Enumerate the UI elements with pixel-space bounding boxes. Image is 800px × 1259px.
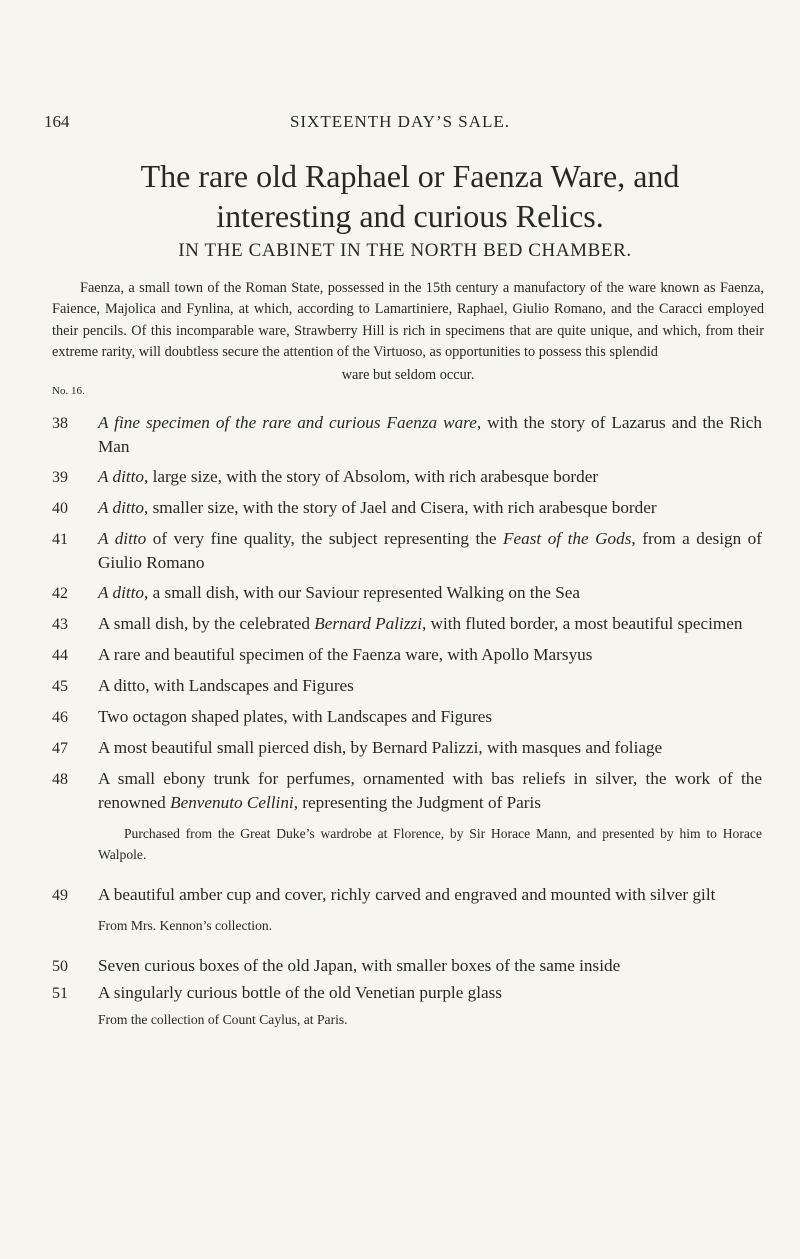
lot-description: [98, 411, 762, 459]
number-label: No. 16.: [52, 385, 85, 397]
lot-38: [52, 411, 762, 459]
section-heading: IN THE CABINET IN THE NORTH BED CHAMBER.: [178, 240, 632, 261]
lot-detail-end: , representing the Judgment of Paris: [293, 793, 541, 812]
lot-detail: A singularly curious bottle of the old Venetian purple glass: [98, 983, 502, 1002]
lot-detail: , a small dish, with our Saviour represented Walking on the Sea: [144, 583, 581, 602]
lot-50: [52, 954, 762, 979]
lot-subject: Feast of the Gods: [503, 529, 632, 548]
lot-title: A ditto: [98, 583, 144, 602]
lot-title: A ditto: [98, 529, 147, 548]
lot-number: 44: [52, 647, 68, 664]
lot-description: [98, 465, 762, 490]
lot-45: [52, 674, 762, 699]
lot-artist: Benvenuto Cellini: [170, 793, 294, 812]
lot-detail-end: , with fluted border, a most beautiful specimen: [421, 614, 743, 633]
lot-39: [52, 465, 762, 490]
lot-description: [98, 527, 762, 575]
lot-detail: A small dish, by the celebrated: [98, 614, 315, 633]
lot-description: A ditto, with Landscapes and Figures: [98, 676, 354, 695]
lot-detail: A beautiful amber cup and cover, richly carved and engraved and mounted with silver gilt: [98, 885, 716, 904]
lot-description: [98, 612, 762, 637]
lot-number: 45: [52, 678, 68, 695]
lot-42: [52, 581, 762, 606]
lot-number: 47: [52, 740, 68, 757]
lot-description: [98, 581, 762, 606]
lot-48: [52, 767, 762, 877]
lot-49: [52, 883, 762, 948]
provenance-note: From Mrs. Kennon’s collection.: [98, 918, 273, 933]
lot-40: [52, 496, 762, 521]
lot-41: [52, 527, 762, 575]
lot-description: [98, 496, 762, 521]
title-line-2: interesting and curious Relics.: [216, 198, 604, 234]
lot-46: [52, 705, 762, 730]
lot-detail: of very fine quality, the subject representing the: [146, 529, 503, 548]
lot-detail: , large size, with the story of Absolom, with rich arabesque border: [144, 467, 599, 486]
lot-description: Two octagon shaped plates, with Landscapes and Figures: [98, 707, 493, 726]
lot-44: [52, 643, 762, 668]
lot-number: 39: [52, 469, 68, 486]
lot-detail: , with the story of Lazarus and the Rich Man: [98, 413, 762, 456]
lot-number: 40: [52, 500, 68, 517]
lot-description: [98, 981, 762, 1042]
lot-detail-end: , from a design of Giulio Romano: [98, 529, 763, 572]
lot-number: 48: [52, 771, 68, 788]
lot-description: A rare and beautiful specimen of the Faenza ware, with Apollo Marsyus: [98, 645, 593, 664]
lot-43: [52, 612, 762, 637]
intro-last-line: ware but seldom occur.: [341, 367, 475, 383]
lot-number: 46: [52, 709, 68, 726]
lot-list: [52, 411, 762, 1048]
lot-detail: A small ebony trunk for perfumes, ornamented with bas reliefs in silver, the work of the renowned: [98, 769, 762, 812]
lot-description: A most beautiful small pierced dish, by Bernard Palizzi, with masques and foliage: [98, 738, 663, 757]
lot-number: 49: [52, 887, 68, 904]
lot-number: 51: [52, 985, 68, 1002]
lot-number: 38: [52, 415, 68, 432]
lot-number: 42: [52, 585, 68, 602]
lot-title: A fine specimen of the rare and curious Faenza ware: [98, 413, 477, 432]
lot-number: 41: [52, 531, 68, 548]
page-number: 164: [44, 112, 70, 131]
lot-number: 43: [52, 616, 68, 633]
page-title: [60, 156, 760, 236]
intro-paragraph: Faenza, a small town of the Roman State, possessed in the 15th century a manufactory of the ware known as Faenza, Faience, Majolica and Fynlina, at which, according to Lamartiniere, Raphael, Giulio Romano, and the Caracci employed their pencils. Of this incomparable ware, Strawberry Hill is rich in specimens that are quite unique, and which, from their extreme rarity, will doubtless secure the attention of the Virtuoso, as opportunities to possess this splendid: [52, 280, 764, 360]
lot-number: 50: [52, 958, 68, 975]
running-head: [44, 112, 756, 136]
lot-artist: Bernard Palizzi: [314, 614, 422, 633]
title-line-1: The rare old Raphael or Faenza Ware, and: [140, 158, 680, 194]
lot-description: [98, 883, 762, 948]
lot-title: A ditto: [98, 467, 144, 486]
lot-51: [52, 981, 762, 1042]
lot-description: Seven curious boxes of the old Japan, with smaller boxes of the same inside: [98, 956, 621, 975]
lot-title: A ditto: [98, 498, 144, 517]
header-title: SIXTEENTH DAY’S SALE.: [289, 112, 511, 131]
lot-description: [98, 767, 762, 877]
provenance-note: Purchased from the Great Duke’s wardrobe at Florence, by Sir Horace Mann, and presented by him to Horace Walpole.: [98, 826, 762, 862]
lot-detail: , smaller size, with the story of Jael and Cisera, with rich arabesque border: [144, 498, 657, 517]
provenance-note: From the collection of Count Caylus, at Paris.: [98, 1012, 348, 1027]
lot-47: [52, 736, 762, 761]
